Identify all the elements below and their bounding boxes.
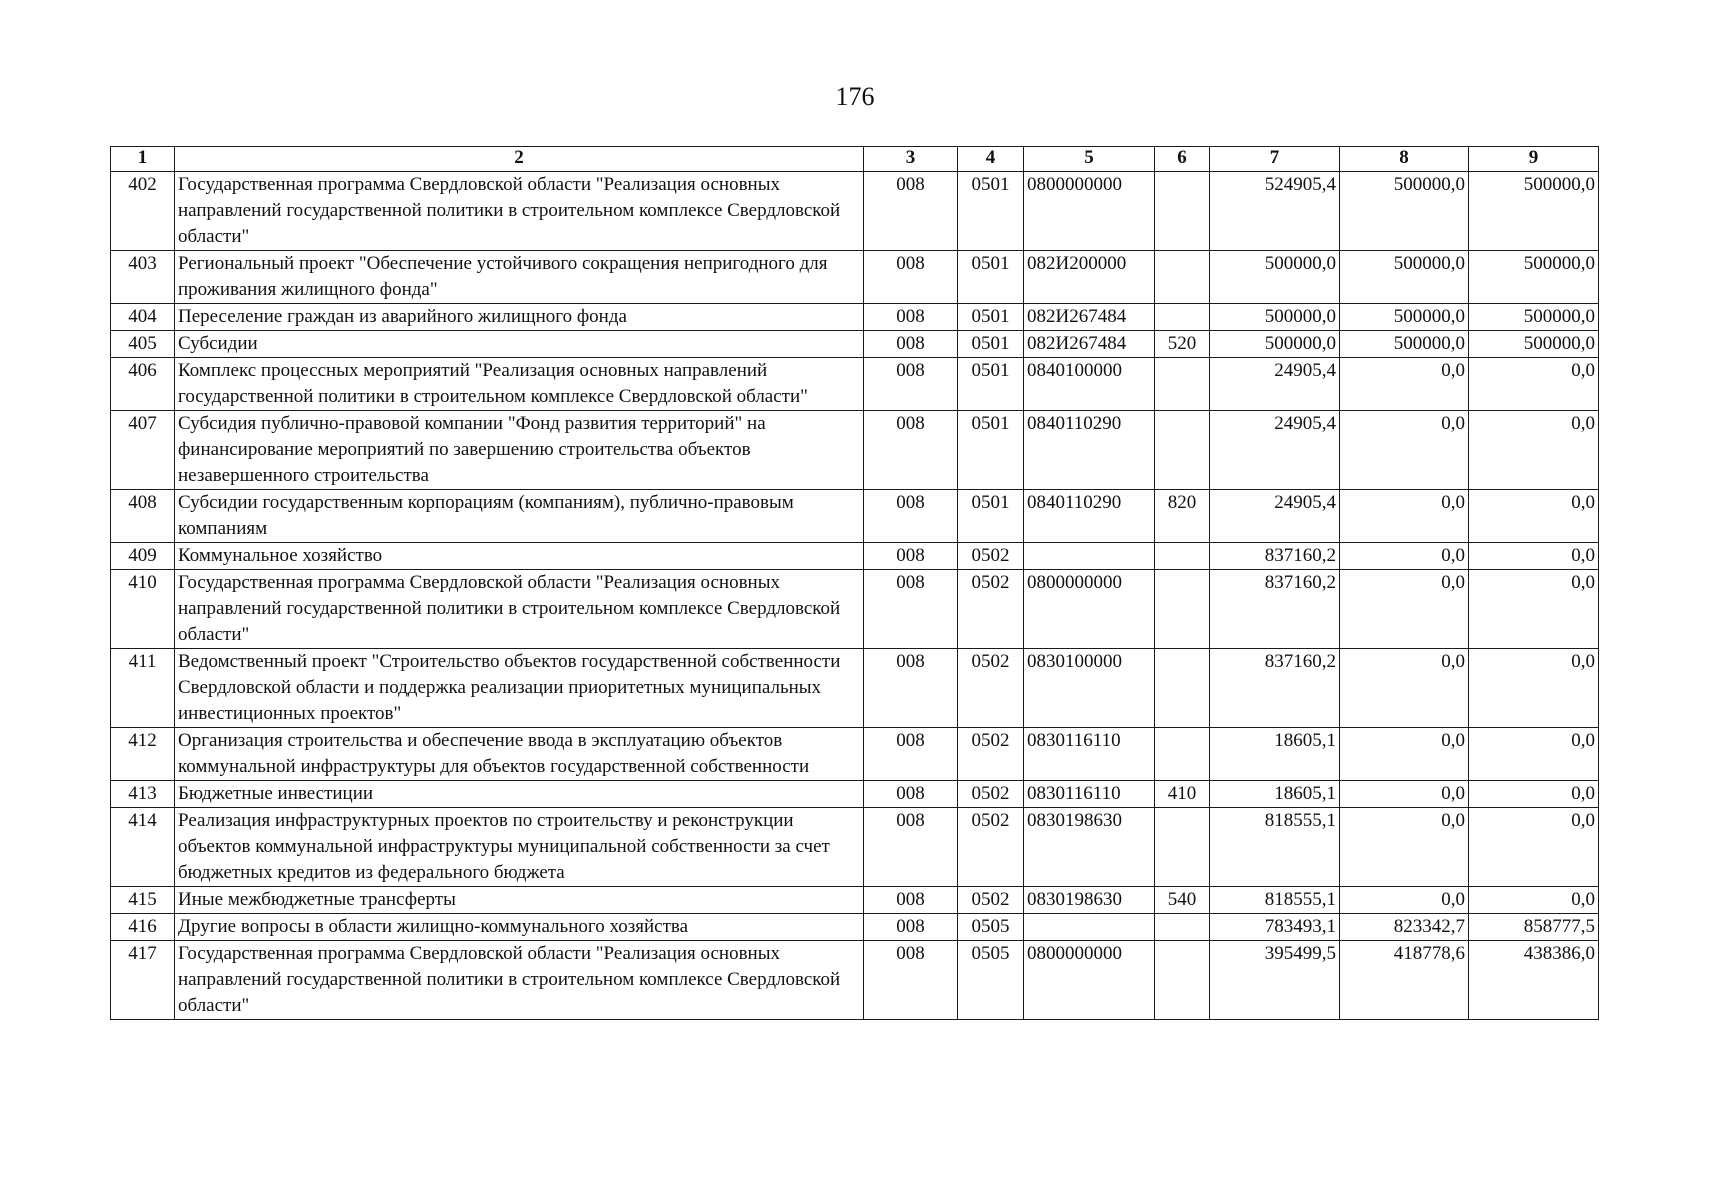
expense-type-cell bbox=[1155, 728, 1210, 781]
item-name-cell: Коммунальное хозяйство bbox=[175, 543, 864, 570]
table-row bbox=[111, 358, 1599, 411]
amount-col-9-cell: 0,0 bbox=[1469, 358, 1599, 411]
department-code-cell: 008 bbox=[864, 172, 958, 251]
amount-col-7-cell: 24905,4 bbox=[1210, 358, 1340, 411]
table-row bbox=[111, 411, 1599, 490]
section-code-cell: 0501 bbox=[958, 172, 1024, 251]
section-code-cell: 0501 bbox=[958, 331, 1024, 358]
department-code-cell: 008 bbox=[864, 570, 958, 649]
expense-type-cell bbox=[1155, 358, 1210, 411]
amount-col-8-cell: 823342,7 bbox=[1340, 914, 1469, 941]
expense-type-cell: 820 bbox=[1155, 490, 1210, 543]
target-article-cell: 082И267484 bbox=[1024, 304, 1155, 331]
amount-col-9-cell: 0,0 bbox=[1469, 490, 1599, 543]
header-col-2: 2 bbox=[175, 147, 864, 172]
expense-type-cell bbox=[1155, 914, 1210, 941]
expense-type-cell bbox=[1155, 649, 1210, 728]
amount-col-9-cell: 0,0 bbox=[1469, 808, 1599, 887]
amount-col-8-cell: 0,0 bbox=[1340, 358, 1469, 411]
header-col-8: 8 bbox=[1340, 147, 1469, 172]
item-name-cell: Иные межбюджетные трансферты bbox=[175, 887, 864, 914]
department-code-cell: 008 bbox=[864, 543, 958, 570]
target-article-cell: 0830198630 bbox=[1024, 808, 1155, 887]
target-article-cell bbox=[1024, 914, 1155, 941]
item-name-cell: Субсидии государственным корпорациям (компаниям), публично-правовым компаниям bbox=[175, 490, 864, 543]
table-row bbox=[111, 304, 1599, 331]
target-article-cell: 0830198630 bbox=[1024, 887, 1155, 914]
amount-col-8-cell: 0,0 bbox=[1340, 490, 1469, 543]
row-number-cell: 407 bbox=[111, 411, 175, 490]
table-row bbox=[111, 331, 1599, 358]
table-row bbox=[111, 649, 1599, 728]
expense-type-cell bbox=[1155, 411, 1210, 490]
department-code-cell: 008 bbox=[864, 490, 958, 543]
section-code-cell: 0501 bbox=[958, 304, 1024, 331]
amount-col-9-cell: 500000,0 bbox=[1469, 304, 1599, 331]
amount-col-9-cell: 0,0 bbox=[1469, 781, 1599, 808]
table-row bbox=[111, 914, 1599, 941]
amount-col-8-cell: 0,0 bbox=[1340, 808, 1469, 887]
item-name-cell: Ведомственный проект "Строительство объектов государственной собственности Свердловской области и поддержка реализации приоритетных муниципальных инвестиционных проектов" bbox=[175, 649, 864, 728]
amount-col-9-cell: 0,0 bbox=[1469, 570, 1599, 649]
department-code-cell: 008 bbox=[864, 649, 958, 728]
item-name-cell: Субсидия публично-правовой компании "Фонд развития территорий" на финансирование мероприятий по завершению строительства объектов незавершенного строительства bbox=[175, 411, 864, 490]
amount-col-8-cell: 0,0 bbox=[1340, 543, 1469, 570]
target-article-cell: 0840110290 bbox=[1024, 411, 1155, 490]
amount-col-9-cell: 0,0 bbox=[1469, 411, 1599, 490]
department-code-cell: 008 bbox=[864, 887, 958, 914]
amount-col-8-cell: 0,0 bbox=[1340, 411, 1469, 490]
header-col-6: 6 bbox=[1155, 147, 1210, 172]
amount-col-8-cell: 500000,0 bbox=[1340, 304, 1469, 331]
item-name-cell: Реализация инфраструктурных проектов по строительству и реконструкции объектов коммунальной инфраструктуры муниципальной собственности за счет бюджетных кредитов из федерального бюджета bbox=[175, 808, 864, 887]
target-article-cell: 082И267484 bbox=[1024, 331, 1155, 358]
section-code-cell: 0505 bbox=[958, 914, 1024, 941]
header-col-5: 5 bbox=[1024, 147, 1155, 172]
amount-col-7-cell: 524905,4 bbox=[1210, 172, 1340, 251]
row-number-cell: 406 bbox=[111, 358, 175, 411]
item-name-cell: Государственная программа Свердловской области "Реализация основных направлений государственной политики в строительном комплексе Свердловской области" bbox=[175, 570, 864, 649]
expense-type-cell: 540 bbox=[1155, 887, 1210, 914]
budget-table bbox=[110, 146, 1599, 1020]
row-number-cell: 408 bbox=[111, 490, 175, 543]
target-article-cell: 0840100000 bbox=[1024, 358, 1155, 411]
target-article-cell bbox=[1024, 543, 1155, 570]
amount-col-7-cell: 818555,1 bbox=[1210, 808, 1340, 887]
target-article-cell: 082И200000 bbox=[1024, 251, 1155, 304]
amount-col-7-cell: 818555,1 bbox=[1210, 887, 1340, 914]
department-code-cell: 008 bbox=[864, 728, 958, 781]
amount-col-7-cell: 24905,4 bbox=[1210, 411, 1340, 490]
row-number-cell: 405 bbox=[111, 331, 175, 358]
table-row bbox=[111, 543, 1599, 570]
amount-col-9-cell: 0,0 bbox=[1469, 728, 1599, 781]
row-number-cell: 415 bbox=[111, 887, 175, 914]
target-article-cell: 0800000000 bbox=[1024, 570, 1155, 649]
row-number-cell: 403 bbox=[111, 251, 175, 304]
amount-col-9-cell: 0,0 bbox=[1469, 543, 1599, 570]
amount-col-9-cell: 500000,0 bbox=[1469, 172, 1599, 251]
department-code-cell: 008 bbox=[864, 411, 958, 490]
target-article-cell: 0830116110 bbox=[1024, 728, 1155, 781]
expense-type-cell: 520 bbox=[1155, 331, 1210, 358]
expense-type-cell bbox=[1155, 543, 1210, 570]
department-code-cell: 008 bbox=[864, 808, 958, 887]
amount-col-7-cell: 18605,1 bbox=[1210, 728, 1340, 781]
row-number-cell: 416 bbox=[111, 914, 175, 941]
amount-col-9-cell: 500000,0 bbox=[1469, 251, 1599, 304]
target-article-cell: 0830116110 bbox=[1024, 781, 1155, 808]
section-code-cell: 0501 bbox=[958, 358, 1024, 411]
department-code-cell: 008 bbox=[864, 331, 958, 358]
department-code-cell: 008 bbox=[864, 941, 958, 1020]
header-col-3: 3 bbox=[864, 147, 958, 172]
section-code-cell: 0501 bbox=[958, 490, 1024, 543]
amount-col-9-cell: 438386,0 bbox=[1469, 941, 1599, 1020]
expense-type-cell bbox=[1155, 304, 1210, 331]
amount-col-7-cell: 783493,1 bbox=[1210, 914, 1340, 941]
department-code-cell: 008 bbox=[864, 781, 958, 808]
section-code-cell: 0502 bbox=[958, 649, 1024, 728]
department-code-cell: 008 bbox=[864, 304, 958, 331]
amount-col-8-cell: 500000,0 bbox=[1340, 331, 1469, 358]
amount-col-9-cell: 858777,5 bbox=[1469, 914, 1599, 941]
amount-col-7-cell: 500000,0 bbox=[1210, 331, 1340, 358]
expense-type-cell bbox=[1155, 941, 1210, 1020]
department-code-cell: 008 bbox=[864, 914, 958, 941]
row-number-cell: 413 bbox=[111, 781, 175, 808]
row-number-cell: 412 bbox=[111, 728, 175, 781]
amount-col-7-cell: 837160,2 bbox=[1210, 570, 1340, 649]
amount-col-9-cell: 0,0 bbox=[1469, 649, 1599, 728]
table-row bbox=[111, 570, 1599, 649]
row-number-cell: 417 bbox=[111, 941, 175, 1020]
amount-col-8-cell: 0,0 bbox=[1340, 649, 1469, 728]
amount-col-7-cell: 395499,5 bbox=[1210, 941, 1340, 1020]
amount-col-7-cell: 837160,2 bbox=[1210, 649, 1340, 728]
table-row bbox=[111, 941, 1599, 1020]
section-code-cell: 0502 bbox=[958, 570, 1024, 649]
expense-type-cell bbox=[1155, 251, 1210, 304]
section-code-cell: 0502 bbox=[958, 781, 1024, 808]
item-name-cell: Переселение граждан из аварийного жилищного фонда bbox=[175, 304, 864, 331]
item-name-cell: Организация строительства и обеспечение ввода в эксплуатацию объектов коммунальной инфраструктуры для объектов государственной собственности bbox=[175, 728, 864, 781]
amount-col-8-cell: 0,0 bbox=[1340, 887, 1469, 914]
amount-col-9-cell: 500000,0 bbox=[1469, 331, 1599, 358]
row-number-cell: 409 bbox=[111, 543, 175, 570]
expense-type-cell: 410 bbox=[1155, 781, 1210, 808]
table-row bbox=[111, 490, 1599, 543]
table-row bbox=[111, 251, 1599, 304]
item-name-cell: Комплекс процессных мероприятий "Реализация основных направлений государственной политики в строительном комплексе Свердловской области" bbox=[175, 358, 864, 411]
amount-col-7-cell: 18605,1 bbox=[1210, 781, 1340, 808]
header-col-1: 1 bbox=[111, 147, 175, 172]
expense-type-cell bbox=[1155, 808, 1210, 887]
amount-col-8-cell: 0,0 bbox=[1340, 570, 1469, 649]
item-name-cell: Региональный проект "Обеспечение устойчивого сокращения непригодного для проживания жилищного фонда" bbox=[175, 251, 864, 304]
row-number-cell: 414 bbox=[111, 808, 175, 887]
expense-type-cell bbox=[1155, 570, 1210, 649]
section-code-cell: 0502 bbox=[958, 808, 1024, 887]
amount-col-7-cell: 500000,0 bbox=[1210, 304, 1340, 331]
expense-type-cell bbox=[1155, 172, 1210, 251]
header-col-9: 9 bbox=[1469, 147, 1599, 172]
row-number-cell: 402 bbox=[111, 172, 175, 251]
row-number-cell: 410 bbox=[111, 570, 175, 649]
section-code-cell: 0501 bbox=[958, 251, 1024, 304]
table-row bbox=[111, 781, 1599, 808]
amount-col-9-cell: 0,0 bbox=[1469, 887, 1599, 914]
amount-col-7-cell: 837160,2 bbox=[1210, 543, 1340, 570]
header-col-4: 4 bbox=[958, 147, 1024, 172]
amount-col-7-cell: 500000,0 bbox=[1210, 251, 1340, 304]
amount-col-7-cell: 24905,4 bbox=[1210, 490, 1340, 543]
amount-col-8-cell: 0,0 bbox=[1340, 728, 1469, 781]
target-article-cell: 0830100000 bbox=[1024, 649, 1155, 728]
table-header-row bbox=[111, 147, 1599, 172]
section-code-cell: 0505 bbox=[958, 941, 1024, 1020]
amount-col-8-cell: 418778,6 bbox=[1340, 941, 1469, 1020]
item-name-cell: Другие вопросы в области жилищно-коммунального хозяйства bbox=[175, 914, 864, 941]
row-number-cell: 404 bbox=[111, 304, 175, 331]
item-name-cell: Бюджетные инвестиции bbox=[175, 781, 864, 808]
row-number-cell: 411 bbox=[111, 649, 175, 728]
target-article-cell: 0800000000 bbox=[1024, 941, 1155, 1020]
page-number: 176 bbox=[835, 82, 875, 111]
header-col-7: 7 bbox=[1210, 147, 1340, 172]
section-code-cell: 0502 bbox=[958, 728, 1024, 781]
item-name-cell: Субсидии bbox=[175, 331, 864, 358]
amount-col-8-cell: 0,0 bbox=[1340, 781, 1469, 808]
department-code-cell: 008 bbox=[864, 251, 958, 304]
table-row bbox=[111, 728, 1599, 781]
target-article-cell: 0800000000 bbox=[1024, 172, 1155, 251]
amount-col-8-cell: 500000,0 bbox=[1340, 172, 1469, 251]
department-code-cell: 008 bbox=[864, 358, 958, 411]
amount-col-8-cell: 500000,0 bbox=[1340, 251, 1469, 304]
table-row bbox=[111, 172, 1599, 251]
table-row bbox=[111, 887, 1599, 914]
section-code-cell: 0502 bbox=[958, 887, 1024, 914]
section-code-cell: 0501 bbox=[958, 411, 1024, 490]
item-name-cell: Государственная программа Свердловской области "Реализация основных направлений государственной политики в строительном комплексе Свердловской области" bbox=[175, 941, 864, 1020]
section-code-cell: 0502 bbox=[958, 543, 1024, 570]
table-row bbox=[111, 808, 1599, 887]
table-body bbox=[111, 172, 1599, 1020]
item-name-cell: Государственная программа Свердловской области "Реализация основных направлений государственной политики в строительном комплексе Свердловской области" bbox=[175, 172, 864, 251]
target-article-cell: 0840110290 bbox=[1024, 490, 1155, 543]
